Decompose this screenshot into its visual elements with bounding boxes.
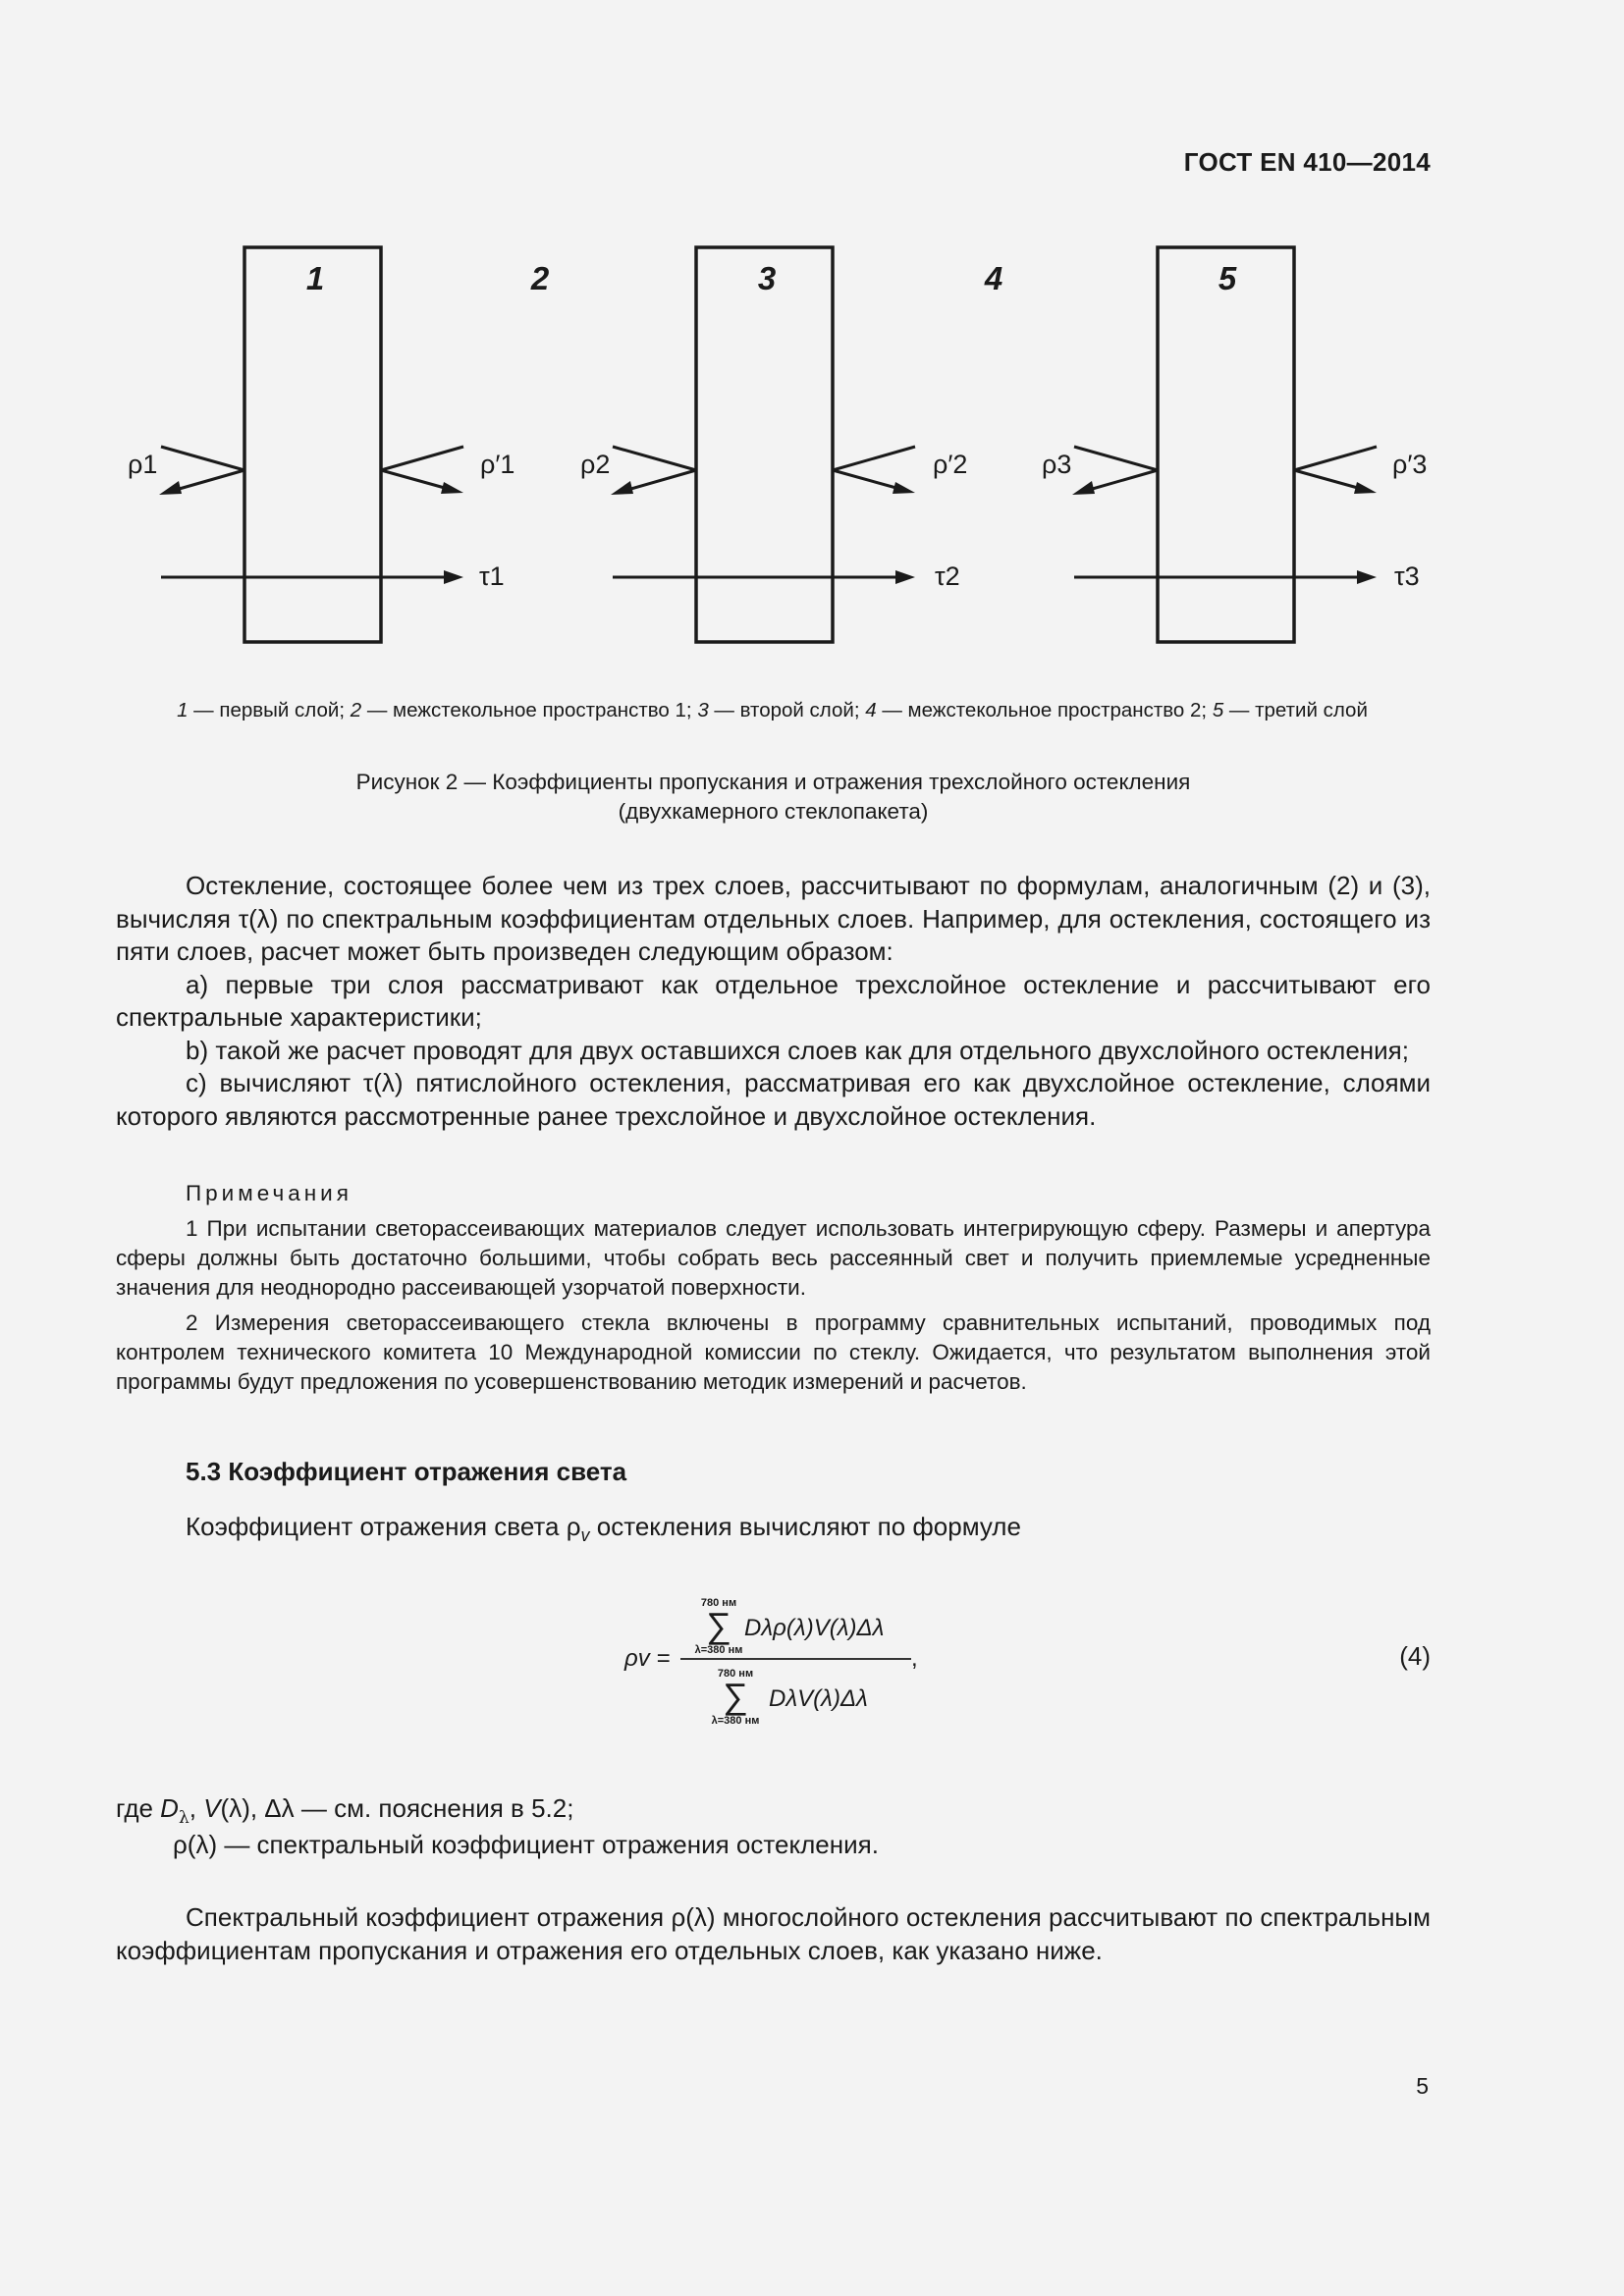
standard-header: ГОСТ EN 410—2014 [1183, 147, 1431, 177]
where-explanation: (λ), Δλ — см. пояснения в 5.2; [220, 1793, 574, 1823]
lower-limit-numerator: λ=380 нм [694, 1644, 743, 1656]
rho-prime-label-1: ρ′1 [480, 450, 515, 479]
layer-box-1 [244, 247, 381, 642]
zone-label-1: 1 [305, 260, 325, 296]
where-v-symbol: V [203, 1793, 221, 1823]
rho-label-3: ρ3 [1042, 450, 1072, 479]
rho-prime-label-2: ρ′2 [933, 450, 968, 479]
where-line-1 [116, 1793, 573, 1828]
rho-prime-label-3: ρ′3 [1392, 450, 1428, 479]
arrowhead-rho-prime-2 [893, 482, 915, 494]
note-2: 2 Измерения светорассеивающего стекла включены в программу сравнительных испытаний, проводимых под контролем технического комитета 10 Международной комиссии по стеклу. Ожидается, что результатом выполнения этой программы будут предложения по усовершенствованию методик измерений и расчетов. [116, 1310, 1431, 1394]
legend-num-1: 1 [177, 699, 189, 721]
legend-text-3: — второй слой; [708, 699, 866, 721]
closing-paragraph: Спектральный коэффициент отражения ρ(λ) многослойного остекления рассчитывают по спектральным коэффициентам пропускания и отражения его отдельных слоев, как указано ниже. [116, 1902, 1431, 1965]
list-item-a: а) первые три слоя рассматривают как отдельное трехслойное остекление и рассчитывают его спектральные характеристики; [116, 969, 1431, 1032]
upper-limit-numerator: 780 нм [700, 1597, 737, 1609]
paragraph-intro: Остекление, состоящее более чем из трех слоев, рассчитывают по формулам, аналогичным (2) и (3), вычисляя τ(λ) по спектральным коэффициентам отдельных слоев. Например, для остекления, состоящего из пяти слоев, расчет может быть произведен следующим образом: [116, 871, 1431, 966]
where-d-symbol: D [160, 1793, 179, 1823]
upper-limit-denominator: 780 нм [717, 1668, 754, 1680]
reflected-ray-right-2 [833, 470, 903, 490]
reflected-ray-right-3 [1294, 470, 1365, 490]
layer-box-3 [696, 247, 833, 642]
legend-num-3: 3 [697, 699, 709, 721]
arrowhead-rho-1 [159, 481, 182, 495]
legend-num-2: 2 [350, 699, 362, 721]
zone-label-5: 5 [1218, 260, 1237, 296]
formula-lhs: ρv = [624, 1645, 671, 1672]
note-1: 1 При испытании светорассеивающих материалов следует использовать интегрирующую сферу. Размеры и апертура сферы должны быть достаточно большими, чтобы собрать весь рассеянный свет и получить приемлемые усредненные значения для неоднородно рассеивающей узорчатой поверхности. [116, 1216, 1431, 1300]
zone-label-2: 2 [530, 260, 550, 296]
legend-num-5: 5 [1212, 699, 1224, 721]
arrowhead-rho-prime-1 [441, 482, 463, 494]
layer-box-5 [1158, 247, 1294, 642]
notes-title: Примечания [186, 1181, 352, 1205]
incident-ray-right-2 [833, 447, 915, 470]
equation-number: (4) [1399, 1641, 1431, 1671]
arrowhead-tau-3 [1357, 570, 1377, 584]
reflected-ray-right-1 [381, 470, 452, 490]
figure-diagram [0, 0, 1624, 687]
lower-limit-denominator: λ=380 нм [711, 1715, 760, 1727]
formula-intro-subscript: v [580, 1525, 590, 1546]
arrowhead-rho-3 [1072, 481, 1095, 495]
section-heading: 5.3 Коэффициент отражения света [186, 1457, 627, 1486]
arrowhead-rho-prime-3 [1354, 482, 1377, 494]
where-d-subscript: λ [178, 1808, 189, 1829]
legend-text-5: — третий слой [1223, 699, 1368, 721]
formula-intro-text-end: остекления вычисляют по формуле [589, 1512, 1021, 1541]
denominator-term: DλV(λ)Δλ [769, 1685, 868, 1712]
legend-num-4: 4 [865, 699, 877, 721]
tau-label-1: τ1 [479, 561, 505, 591]
incident-ray-right-3 [1294, 447, 1377, 470]
tau-label-2: τ2 [935, 561, 960, 591]
incident-ray-left-1 [161, 447, 244, 470]
where-line-2: ρ(λ) — спектральный коэффициент отражения остекления. [173, 1830, 879, 1859]
arrowhead-tau-2 [895, 570, 915, 584]
incident-ray-right-1 [381, 447, 463, 470]
body-paragraphs [116, 870, 1431, 1133]
legend-text-4: — межстекольное пространство 2; [876, 699, 1213, 721]
incident-ray-left-3 [1074, 447, 1158, 470]
legend-text-1: — первый слой; [188, 699, 351, 721]
numerator-term: Dλρ(λ)V(λ)Δλ [744, 1615, 885, 1641]
page-number: 5 [1416, 2073, 1429, 2099]
sum-sign-numerator: ∑ [706, 1605, 731, 1645]
closing-paragraph-block [116, 1901, 1431, 1967]
list-item-b: b) такой же расчет проводят для двух оставшихся слоев как для отдельного двухслойного остекления; [186, 1035, 1409, 1065]
where-prefix: где [116, 1793, 161, 1823]
incident-ray-left-2 [613, 447, 696, 470]
formula-comma: , [911, 1645, 918, 1672]
formula-intro [186, 1512, 1021, 1546]
sum-sign-denominator: ∑ [723, 1676, 748, 1716]
zone-label-4: 4 [984, 260, 1003, 296]
caption-line-1: Рисунок 2 — Коэффициенты пропускания и отражения трехслойного остекления [355, 770, 1191, 794]
notes-block [116, 1214, 1431, 1397]
list-item-c: с) вычисляют τ(λ) пятислойного остекления, рассматривая его как двухслойное остекление, слоями которого являются рассмотренные ранее трехслойное и двухслойное остекления. [116, 1068, 1431, 1131]
arrowhead-rho-2 [611, 481, 633, 495]
where-separator: , [189, 1793, 204, 1823]
figure-caption [116, 768, 1431, 827]
arrowhead-tau-1 [444, 570, 463, 584]
formula-4 [589, 1590, 962, 1737]
caption-line-2: (двухкамерного стеклопакета) [618, 799, 929, 824]
legend-text-2: — межстекольное пространство 1; [361, 699, 698, 721]
figure-legend [0, 699, 1544, 722]
rho-label-2: ρ2 [580, 450, 611, 479]
formula-intro-text: Коэффициент отражения света ρ [186, 1512, 581, 1541]
tau-label-3: τ3 [1394, 561, 1420, 591]
zone-label-3: 3 [757, 260, 777, 296]
rho-label-1: ρ1 [128, 450, 158, 479]
